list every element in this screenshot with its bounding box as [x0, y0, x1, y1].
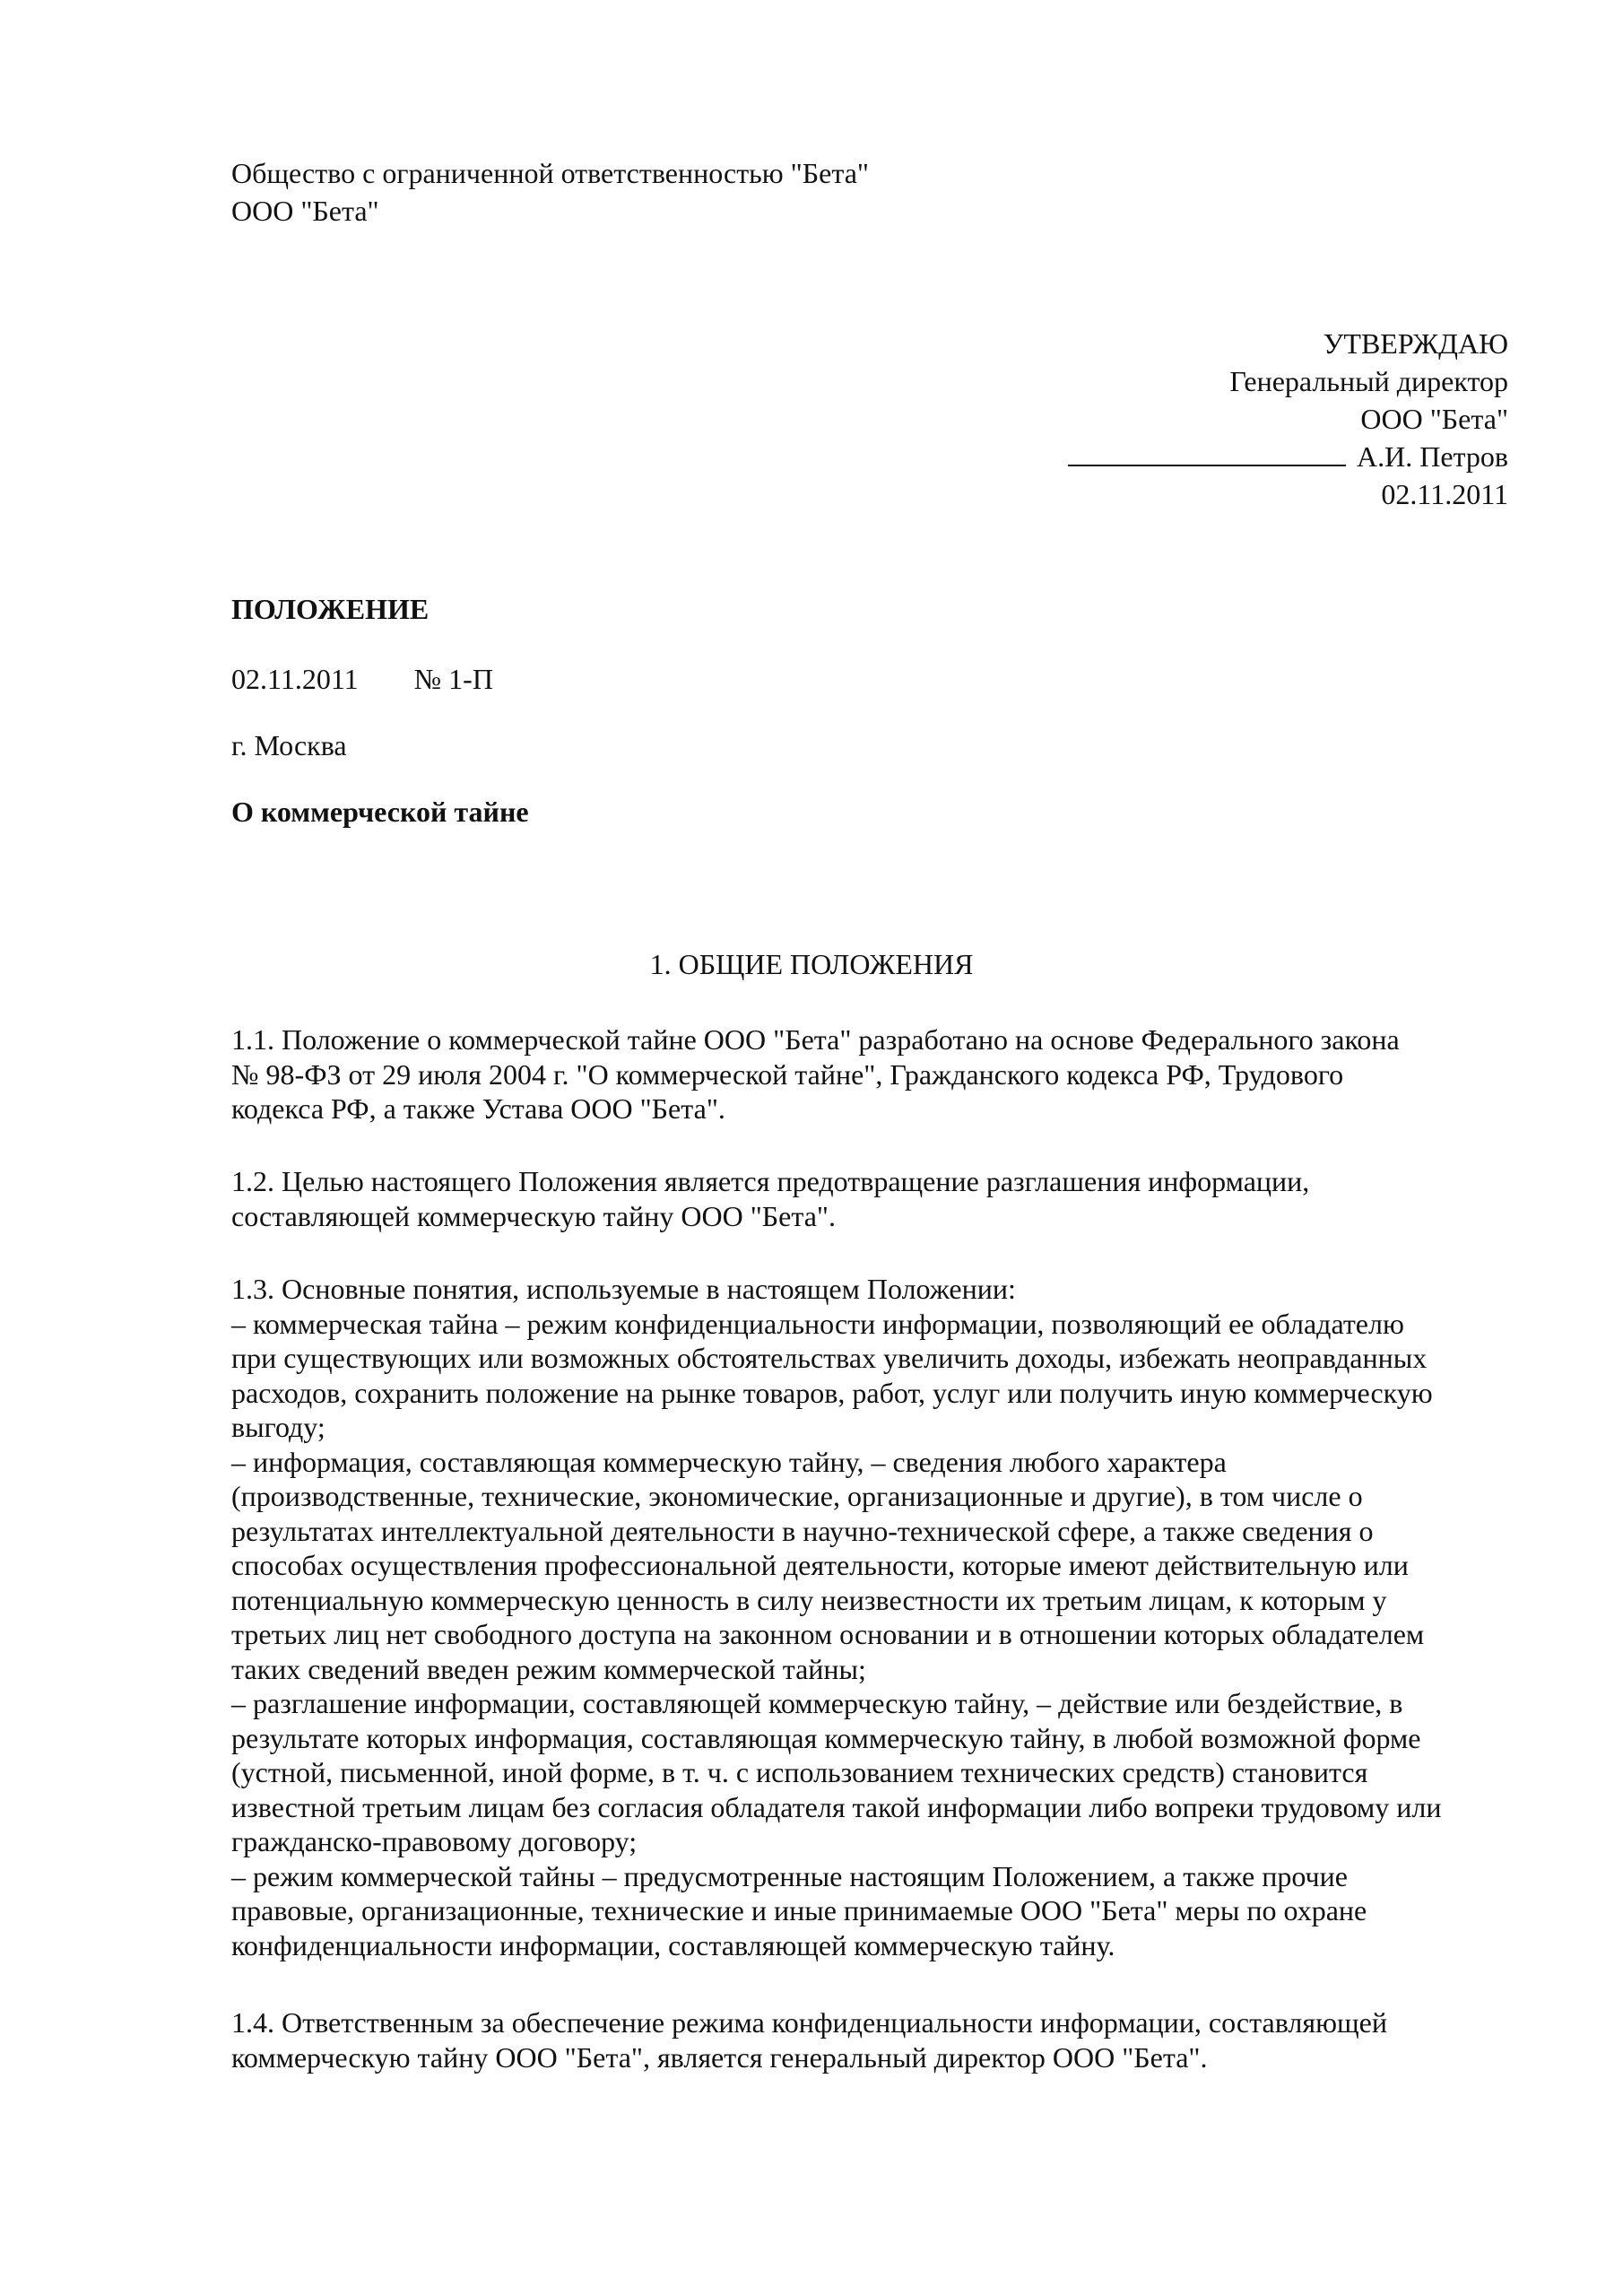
section-title: 1. ОБЩИЕ ПОЛОЖЕНИЯ	[649, 948, 974, 980]
approval-signer: А.И. Петров	[1356, 440, 1508, 473]
paragraph-1-2: 1.2. Целью настоящего Положения является предотвращение разглашения информации, составляющей коммерческую тайну ООО "Бета".	[231, 1165, 1310, 1232]
paragraph-1-3: 1.3. Основные понятия, используемые в настоящем Положении: – коммерческая тайна – режим конфиденциальности информации, позволяющий ее обладателю при существующих или возможных обстоятельствах увеличить доходы, избежать неоправданных расходов, сохранить положение на рынке товаров, работ, услуг или получить иную коммерческую выгоду; – информация, составляющая коммерческую тайну, – сведения любого характера (производственные, технические, экономические, организационные и другие), в том числе о результатах интеллектуальной деятельности в научно-технической сфере, а также сведения о способах осуществления профессиональной деятельности, которые имеют действительную или потенциальную коммерческую ценность в силу неизвестности их третьим лицам, к которым у третьих лиц нет свободного доступа на законном основании и в отношении которых обладателем таких сведений введен режим коммерческой тайны; – разглашение информации, составляющей коммерческую тайну, – действие или бездействие, в результате которых информация, составляющая коммерческую тайну, в любой возможной форме (устной, письменной, иной форме, в т. ч. с использованием технических средств) становится известной третьим лицам без согласия обладателя такой информации либо вопреки трудовому или гражданско-правовому договору; – режим коммерческой тайны – предусмотренные настоящим Положением, а также прочие правовые, организационные, технические и иные принимаемые ООО "Бета" меры по охране конфиденциальности информации, составляющей коммерческую тайну.	[231, 1273, 1442, 1961]
paragraph-1-4: 1.4. Ответственным за обеспечение режима конфиденциальности информации, составляющей коммерческую тайну ООО "Бета", является генеральный директор ООО "Бета".	[231, 2006, 1387, 2074]
document-date-number	[231, 660, 493, 698]
organization-short-name: ООО "Бета"	[231, 195, 379, 227]
approval-signature-row	[881, 438, 1508, 475]
document-type: ПОЛОЖЕНИЕ	[231, 593, 430, 625]
document-city: г. Москва	[231, 729, 347, 761]
approval-company: ООО "Бета"	[1360, 403, 1508, 435]
approval-date: 02.11.2011	[1381, 478, 1508, 510]
approval-position: Генеральный директор	[1229, 365, 1508, 397]
signature-line	[1068, 438, 1346, 466]
document-subject: О коммерческой тайне	[231, 796, 529, 828]
organization-header	[231, 154, 1307, 230]
approval-block	[881, 325, 1508, 513]
document-number: № 1-П	[413, 663, 493, 695]
approval-heading: УТВЕРЖДАЮ	[1323, 327, 1508, 360]
organization-full-name: Общество с ограниченной ответственностью "Бета"	[231, 157, 869, 189]
paragraph-1-1: 1.1. Положение о коммерческой тайне ООО "Бета" разработано на основе Федерального закона № 98-ФЗ от 29 июля 2004 г. "О коммерческой тайне", Гражданского кодекса РФ, Трудового кодекса РФ, а также Устава ООО "Бета".	[231, 1023, 1400, 1125]
document-date: 02.11.2011	[231, 663, 359, 695]
